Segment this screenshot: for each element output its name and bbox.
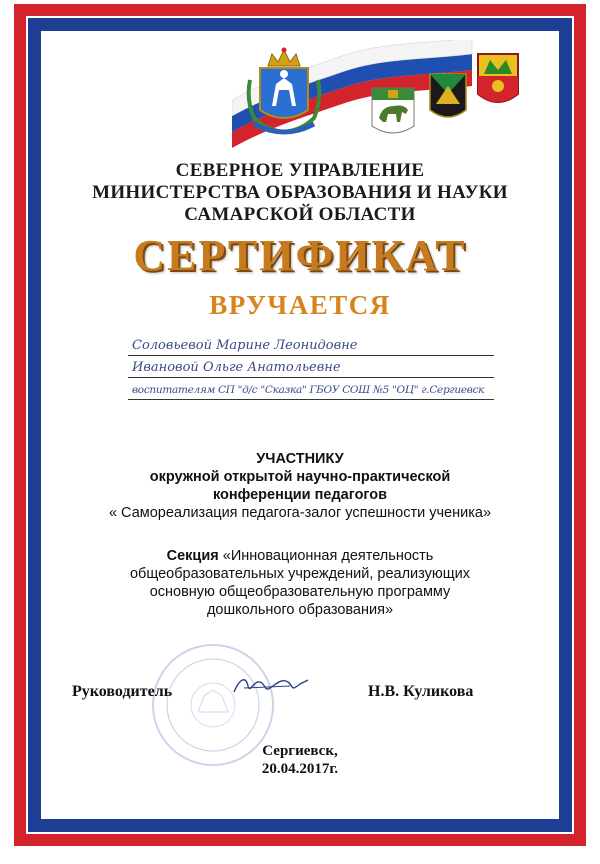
- municipal-emblem-icon: [478, 54, 518, 102]
- participant-block: [40, 450, 560, 522]
- sergievsk-emblem-icon: [372, 88, 414, 133]
- certificate-title: СЕРТИФИКАТ: [133, 231, 467, 280]
- section-line-3: основную общеобразовательную программу: [149, 584, 451, 600]
- district-emblem-icon: [430, 74, 466, 117]
- section-label: Секция: [166, 548, 219, 564]
- organization-line-3: САМАРСКОЙ ОБЛАСТИ: [184, 204, 416, 225]
- participant-heading: УЧАСТНИКУ: [256, 451, 344, 467]
- section-title-part-1: «Инновационная деятельность: [222, 548, 434, 564]
- section-line-2: общеобразовательных учреждений, реализующих: [129, 566, 471, 582]
- participant-line-1: окружной открытой научно-практической: [149, 469, 451, 485]
- section-block: [40, 547, 560, 619]
- section-line-1: [40, 547, 560, 565]
- handwritten-signature: [230, 672, 310, 698]
- conference-title: « Самореализация педагога-залог успешности ученика»: [108, 505, 492, 521]
- organization-line-1: СЕВЕРНОЕ УПРАВЛЕНИЕ: [175, 160, 425, 181]
- place-and-date: [40, 742, 560, 778]
- issue-date: 20.04.2017г.: [261, 761, 339, 777]
- section-line-4: дошкольного образования»: [206, 602, 394, 618]
- issuing-organization: [40, 160, 560, 226]
- signatory-name: Н.В. Куликова: [368, 683, 474, 700]
- emblems-banner: [232, 40, 522, 150]
- signatory-role: Руководитель: [72, 683, 173, 700]
- recipient-line-3: воспитателям СП "д/с "Сказка" ГБОУ СОШ №5 "ОЦ" г.Сергиевск: [128, 380, 494, 400]
- organization-line-2: МИНИСТЕРСТВА ОБРАЗОВАНИЯ И НАУКИ: [92, 182, 508, 203]
- awarded-heading: ВРУЧАЕТСЯ: [209, 290, 391, 320]
- recipient-line-2: Ивановой Ольге Анатольевне: [128, 358, 494, 378]
- participant-line-2: конференции педагогов: [212, 487, 388, 503]
- issue-place: Сергиевск,: [262, 743, 338, 759]
- recipient-line-1: Соловьевой Марине Леонидовне: [128, 336, 494, 356]
